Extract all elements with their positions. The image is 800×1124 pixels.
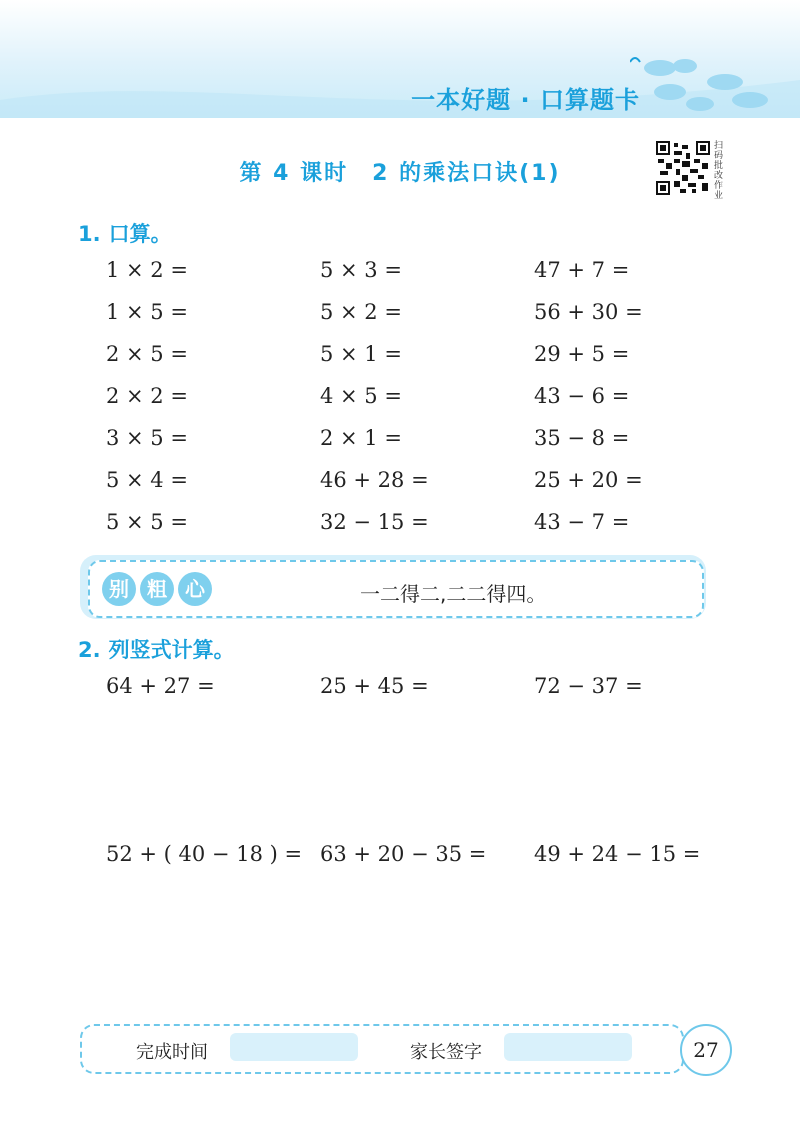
problem: 5 × 2 = (320, 300, 402, 324)
problem: 2 × 5 = (106, 342, 188, 366)
section1-number: 1. (78, 222, 101, 246)
completion-time-label: 完成时间 (136, 1042, 208, 1063)
header-title: 一本好题 · 口算题卡 (411, 86, 640, 114)
problem: 2 × 1 = (320, 426, 402, 450)
qr-label: 扫码批改作业 (714, 141, 724, 201)
tip-badge: 别 (102, 572, 136, 606)
problem: 72 − 37 = (534, 674, 643, 698)
page-number: 27 (680, 1024, 732, 1076)
problem: 64 + 27 = (106, 674, 215, 698)
tip-text: 一二得二,二二得四。 (360, 582, 547, 606)
problem: 25 + 45 = (320, 674, 429, 698)
section2-number: 2. (78, 638, 101, 662)
problem: 2 × 2 = (106, 384, 188, 408)
section1-heading (78, 218, 172, 248)
problem: 63 + 20 − 35 = (320, 842, 487, 866)
problem: 5 × 5 = (106, 510, 188, 534)
problem: 52 + ( 40 − 18 ) = (106, 842, 303, 866)
lesson-title: 第 4 课时 2 的乘法口诀(1) (239, 161, 561, 186)
problem: 49 + 24 − 15 = (534, 842, 701, 866)
completion-time-field[interactable] (230, 1033, 358, 1061)
problem: 43 − 7 = (534, 510, 630, 534)
problem: 29 + 5 = (534, 342, 630, 366)
section2-title: 列竖式计算。 (108, 638, 235, 662)
problem: 5 × 1 = (320, 342, 402, 366)
problem: 35 − 8 = (534, 426, 630, 450)
problem: 47 + 7 = (534, 258, 630, 282)
problem: 43 − 6 = (534, 384, 630, 408)
problem: 1 × 5 = (106, 300, 188, 324)
problem: 5 × 4 = (106, 468, 188, 492)
parent-signature-label: 家长签字 (410, 1042, 482, 1063)
problem: 32 − 15 = (320, 510, 429, 534)
section1-title: 口算。 (108, 222, 172, 246)
problem: 5 × 3 = (320, 258, 402, 282)
clouds-icon (630, 52, 780, 122)
problem: 4 × 5 = (320, 384, 402, 408)
problem: 25 + 20 = (534, 468, 643, 492)
problem: 3 × 5 = (106, 426, 188, 450)
tip-badge: 心 (178, 572, 212, 606)
problem: 1 × 2 = (106, 258, 188, 282)
problem: 46 + 28 = (320, 468, 429, 492)
problem: 56 + 30 = (534, 300, 643, 324)
qr-code-icon[interactable] (656, 141, 710, 195)
tip-badge: 粗 (140, 572, 174, 606)
parent-signature-field[interactable] (504, 1033, 632, 1061)
section2-heading (78, 634, 235, 664)
